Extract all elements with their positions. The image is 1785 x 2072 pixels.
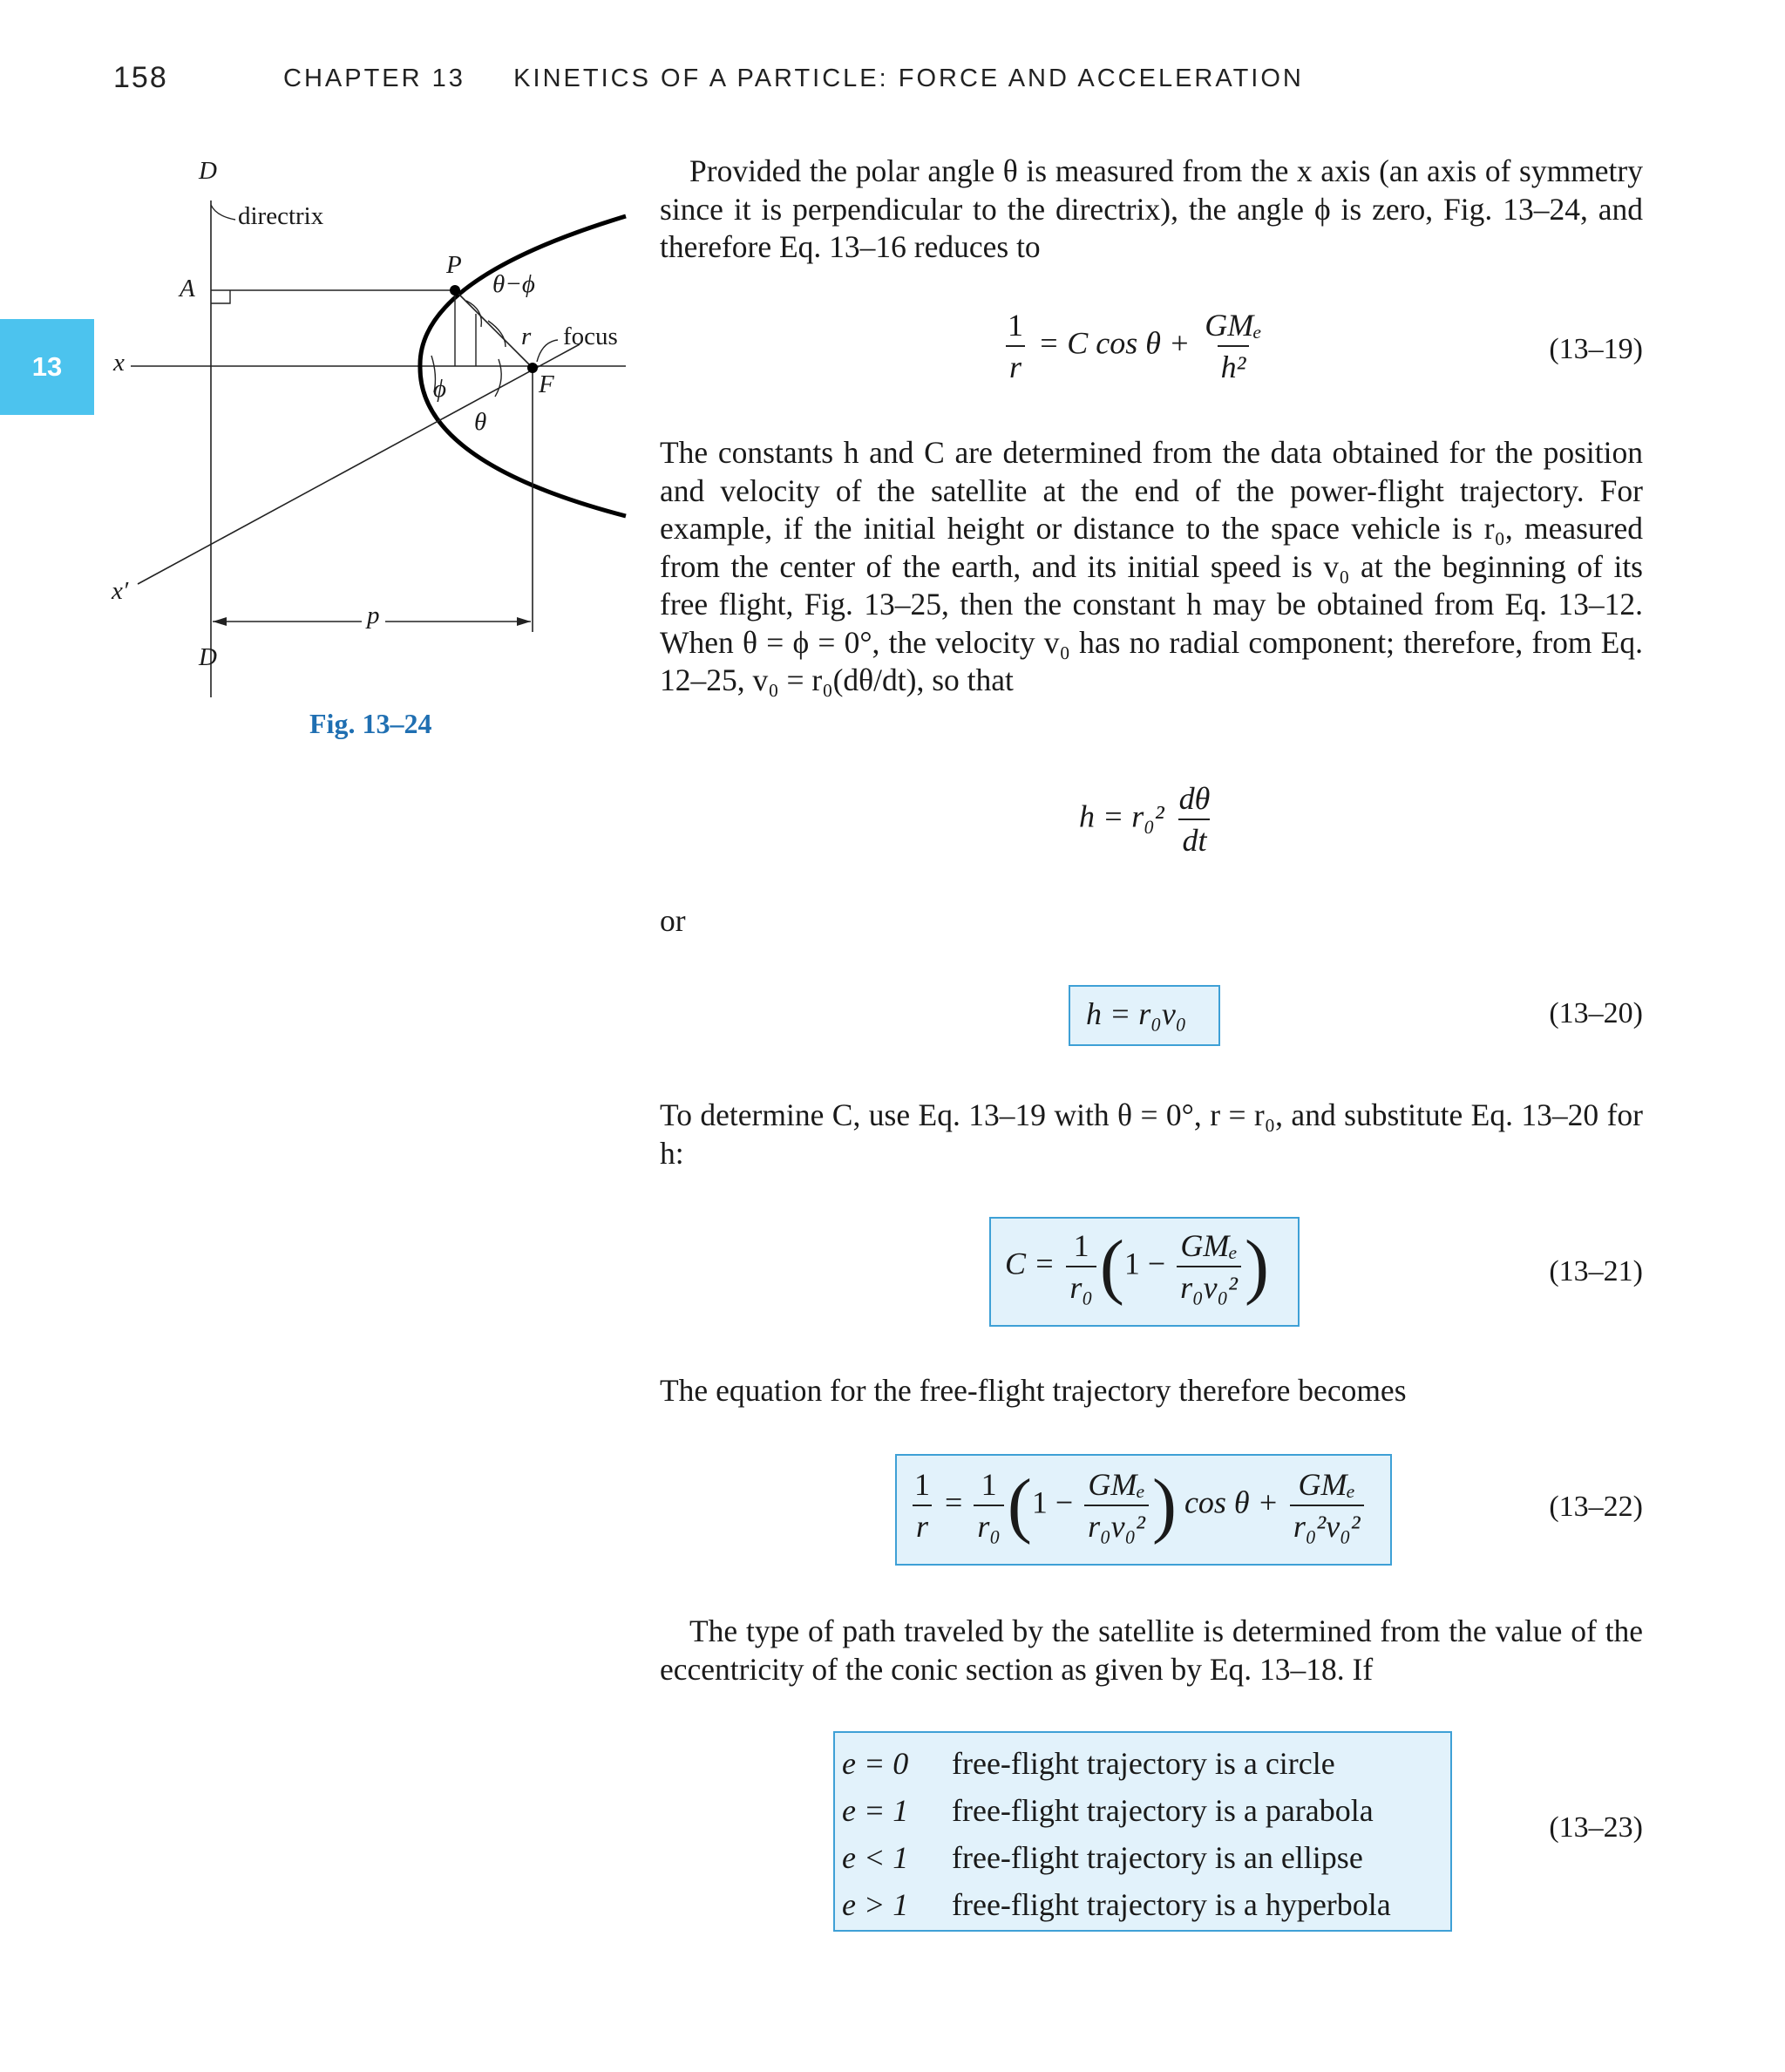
theta-phi-arc [488,321,506,347]
case-row: e < 1 free-flight trajectory is an ellipse [842,1840,1363,1875]
chapter-tab-label: 13 [31,351,63,382]
eq19-rhs: $\frac{\text{GMₑ}}{\text{h²}}$ [1205,308,1262,384]
label-focus: focus [563,323,618,350]
eq-number-13-23: (13–23) [1549,1811,1643,1844]
eq-number-13-20: (13–20) [1549,997,1643,1029]
theta-arc [495,359,501,397]
figure-caption: Fig. 13–24 [309,708,432,739]
parabola-diagram [96,139,636,767]
equation-13-19 [1001,307,1269,385]
point-p [450,285,460,296]
point-f [527,363,538,373]
chapter-title: CHAPTER 13 KINETICS OF A PARTICLE: FORCE AND ACCELERATION [283,65,1304,92]
label-d-top: D [199,157,217,185]
label-phi: ϕ [433,375,447,403]
eq19-mid: = C cos θ + [1038,325,1191,361]
eq21-expr: C = $\frac{1}{\text{r₀}}$ (1 − $\frac{\text{GMₑ}}{\text{r₀v₀²}}$ ) [1005,1226,1269,1307]
eq20-expr: h = r₀v₀ [1086,996,1187,1031]
eccentricity-cases [842,1740,1391,1928]
x-prime-axis [138,344,580,584]
label-theta: θ [474,408,487,436]
eq-h-lhs: h = r₀² [1079,798,1164,834]
label-directrix: directrix [238,202,324,230]
p-arrow-left [213,617,227,626]
label-r: r [521,323,532,350]
label-p-point: P [446,251,462,279]
p-arrow-right [517,617,531,626]
chapter-tab [0,319,94,415]
equation-13-20-box [1069,985,1220,1046]
label-x-prime: x′ [112,577,129,605]
equation-13-21-box [989,1217,1300,1327]
page-number: 158 [113,61,168,94]
label-d-bottom: D [199,643,217,671]
eq22-expr: $\frac{1}{r}$ = $\frac{1}{\text{r₀}}$ (1 − $\frac{\text{GMₑ}}{\text{r₀v₀²}}$ ) cos θ + $\frac{\text{GMₑ}}{\text{r₀²v₀²}}$ [907,1466,1368,1545]
label-theta-minus-phi: θ−ϕ [492,270,535,298]
eq-number-13-19: (13–19) [1549,333,1643,365]
label-a: A [180,275,195,302]
paragraph-3: To determine C, use Eq. 13–19 with θ = 0°, r = r₀, and substitute Eq. 13–20 for h: [660,1097,1643,1171]
eq-number-13-22: (13–22) [1549,1491,1643,1523]
label-f: F [539,370,554,398]
case-row: e = 0 free-flight trajectory is a circle [842,1746,1335,1781]
or-text: or [660,903,686,938]
paragraph-5: The type of path traveled by the satellite is determined from the value of the eccentricity of the conic section as given by Eq. 13–18. If [660,1613,1643,1687]
case-row: e = 1 free-flight trajectory is a parabola [842,1793,1374,1828]
right-angle-mark [211,290,230,303]
paragraph-4: The equation for the free-flight trajectory therefore becomes [660,1373,1407,1408]
paragraph-1: Provided the polar angle θ is measured from the x axis (an axis of symmetry since it is perpendicular to the directrix), the angle ϕ is zero, Fig. 13–24, and therefore Eq. 13–16 reduces to [660,153,1643,264]
case-row: e > 1 free-flight trajectory is a hyperbola [842,1887,1391,1922]
label-x: x [113,349,125,377]
eq19-lhs: $\frac{1}{r}$ [1004,307,1027,385]
paragraph-2: The constants h and C are determined from the data obtained for the position and velocity of the satellite at the end of the power-flight trajectory. For example, if the initial height or distance to the space vehicle is r₀, measured from the center of the earth, and its initial speed is v₀ at the beginning of its free flight, Fig. 13–25, then the constant h may be obtained from Eq. 13–12. When θ = ϕ = 0°, the velocity v₀ has no radial component; therefore, from Eq. 12–25, v₀ = r₀(dθ/dt), so that [660,435,1643,697]
equation-13-22-box [895,1454,1392,1566]
label-p-dim: p [362,601,385,630]
equation-h [1079,780,1217,859]
directrix-leader [211,205,235,220]
eq-number-13-21: (13–21) [1549,1255,1643,1287]
figure-13-24 [96,139,636,767]
eq-h-frac: $\frac{d\theta}{dt}$ [1178,781,1211,858]
